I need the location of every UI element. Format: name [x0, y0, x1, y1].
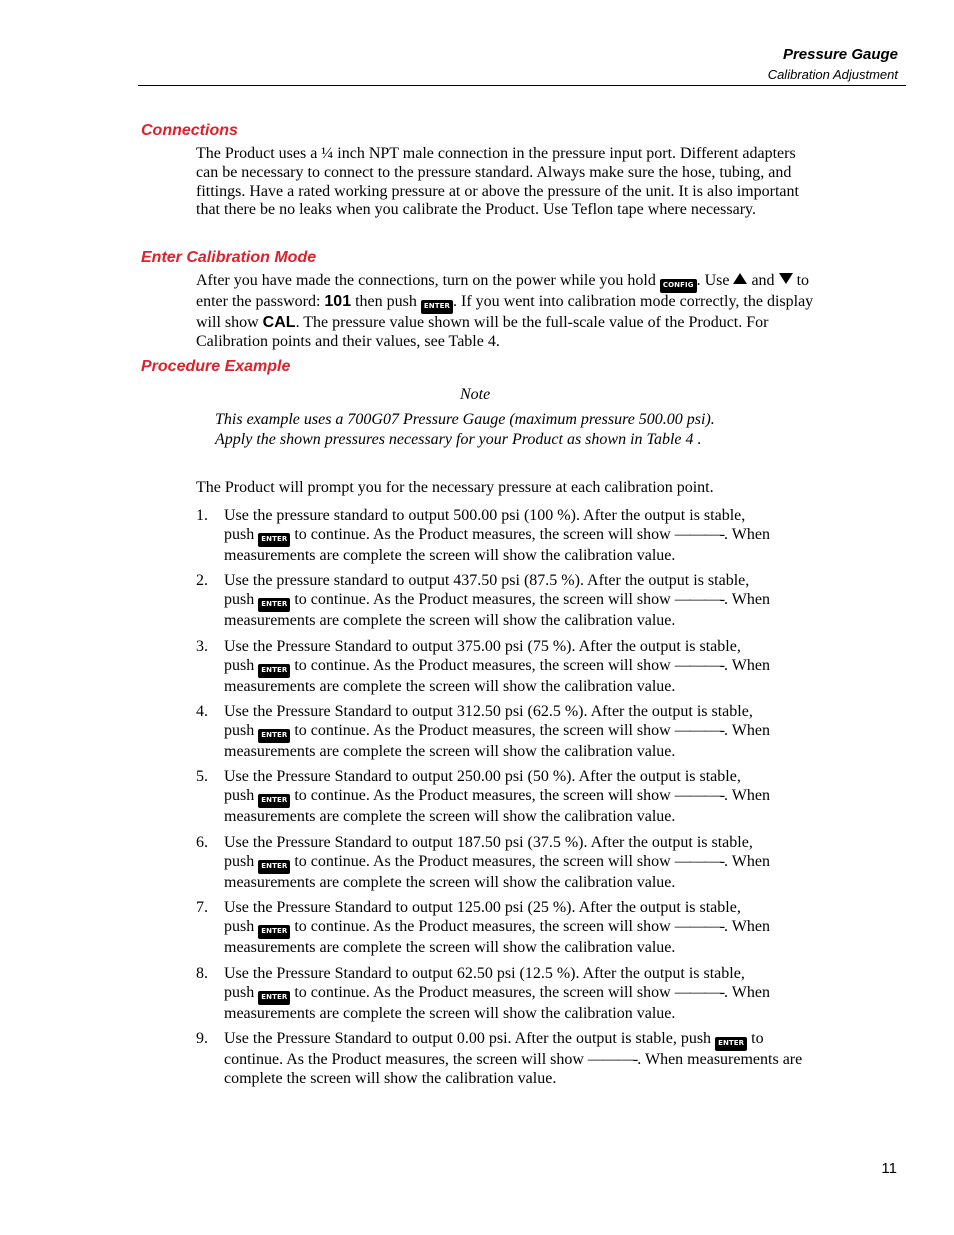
config-key-icon: CONFIG	[660, 279, 697, 293]
step-push-word: push	[224, 721, 255, 739]
up-arrow-icon	[733, 273, 747, 284]
enter-key-icon: ENTER	[715, 1037, 747, 1051]
step-push-word: push	[224, 590, 255, 608]
enter-key-icon: ENTER	[421, 300, 453, 314]
enter-cal-text-4: to enter the password:	[196, 272, 810, 310]
enter-key-icon: ENTER	[258, 664, 290, 678]
list-item	[196, 965, 816, 1024]
list-item	[196, 638, 816, 697]
enter-calibration-paragraph	[196, 272, 816, 352]
step-number: 2.	[196, 572, 208, 589]
list-item	[196, 899, 816, 958]
display-dashes: ———-	[674, 590, 725, 608]
step-continue-text: to continue. As the Product measures, the screen will show	[290, 852, 675, 870]
enter-cal-text-3: and	[747, 272, 779, 289]
enter-cal-text-1: After you have made the connections, turn on the power while you hold	[196, 272, 660, 289]
step-when-text: . When measurements are complete the screen will show the calibration value.	[224, 656, 770, 695]
step-lead: Use the Pressure Standard to output 312.50 psi (62.5 %). After the output is stable,	[224, 703, 753, 720]
step-number: 8.	[196, 965, 208, 982]
step-lead: Use the Pressure Standard to output 0.00 psi. After the output is stable, push	[224, 1030, 716, 1047]
display-dashes: ———-	[674, 721, 725, 739]
page-number: 11	[881, 1160, 897, 1177]
enter-cal-text-5: then push	[351, 293, 421, 310]
password-value: 101	[324, 293, 352, 310]
list-item	[196, 507, 816, 566]
display-dashes: ———-	[674, 852, 725, 870]
step-when-text: . When measurements are complete the screen will show the calibration value.	[224, 1051, 803, 1087]
display-dashes: ———-	[674, 525, 725, 543]
note-label: Note	[460, 386, 491, 403]
enter-key-icon: ENTER	[258, 729, 290, 743]
step-number: 4.	[196, 703, 208, 720]
enter-cal-text-7: . The pressure value shown will be the full-scale value of the Product. For Calibration points and their values, see Table 4.	[196, 314, 769, 350]
display-dashes: ———-	[674, 786, 725, 804]
enter-calibration-heading: Enter Calibration Mode	[141, 249, 317, 266]
step-push-word: push	[224, 983, 255, 1001]
list-item	[196, 703, 816, 762]
step-lead: Use the Pressure Standard to output 125.00 psi (25 %). After the output is stable,	[224, 899, 741, 916]
procedure-intro: The Product will prompt you for the necessary pressure at each calibration point.	[196, 479, 714, 496]
step-continue-text: to continue. As the Product measures, the screen will show	[290, 590, 675, 608]
header-rule	[138, 85, 906, 86]
display-dashes: ———-	[674, 917, 725, 935]
enter-key-icon: ENTER	[258, 991, 290, 1005]
cal-display-value: CAL	[262, 314, 296, 331]
step-lead: Use the Pressure Standard to output 187.50 psi (37.5 %). After the output is stable,	[224, 834, 753, 851]
step-lead: Use the Pressure Standard to output 62.50 psi (12.5 %). After the output is stable,	[224, 965, 745, 982]
list-item	[196, 572, 816, 631]
step-continue-text: to continue. As the Product measures, the screen will show	[290, 721, 675, 739]
enter-key-icon: ENTER	[258, 860, 290, 874]
connections-heading: Connections	[141, 122, 238, 139]
enter-cal-text-6: . If you went into calibration mode correctly, the display will show	[196, 293, 814, 331]
header-subtitle: Calibration Adjustment	[767, 67, 898, 82]
enter-key-icon: ENTER	[258, 598, 290, 612]
step-when-text: . When measurements are complete the screen will show the calibration value.	[224, 917, 770, 956]
step-number: 6.	[196, 834, 208, 851]
step-when-text: . When measurements are complete the screen will show the calibration value.	[224, 525, 770, 564]
display-dashes: ———-	[674, 656, 725, 674]
step-number: 1.	[196, 507, 208, 524]
step-push-word: push	[224, 852, 255, 870]
procedure-heading: Procedure Example	[141, 358, 291, 375]
step-push-word: push	[224, 656, 255, 674]
step-lead: Use the Pressure Standard to output 375.00 psi (75 %). After the output is stable,	[224, 638, 741, 655]
enter-key-icon: ENTER	[258, 533, 290, 547]
step-continue-text: to continue. As the Product measures, the screen will show	[290, 983, 675, 1001]
step-to-word: to	[747, 1030, 764, 1047]
step-when-text: . When measurements are complete the screen will show the calibration value.	[224, 852, 770, 891]
note-text: This example uses a 700G07 Pressure Gauge (maximum pressure 500.00 psi). Apply the shown pressures necessary for your Product as shown in Table 4 .	[215, 411, 715, 448]
step-when-text: . When measurements are complete the screen will show the calibration value.	[224, 721, 770, 760]
step-when-text: . When measurements are complete the screen will show the calibration value.	[224, 786, 770, 825]
step-push-word: push	[224, 786, 255, 804]
step-continue-text: to continue. As the Product measures, the screen will show	[290, 656, 675, 674]
enter-key-icon: ENTER	[258, 794, 290, 808]
list-item	[196, 834, 816, 893]
step-lead: Use the pressure standard to output 437.50 psi (87.5 %). After the output is stable,	[224, 572, 750, 589]
step-when-text: . When measurements are complete the screen will show the calibration value.	[224, 590, 770, 629]
down-arrow-icon	[779, 273, 793, 284]
connections-paragraph: The Product uses a ¼ inch NPT male connection in the pressure input port. Different adapters can be necessary to connect to the pressure standard. Always make sure the hose, tubing, and fittings. Have a rated working pressure at or above the pressure of the unit. It is also important that there be no leaks when you calibrate the Product. Use Teflon tape where necessary.	[196, 145, 799, 219]
step-when-text: . When measurements are complete the screen will show the calibration value.	[224, 983, 770, 1022]
step-number: 5.	[196, 768, 208, 785]
display-dashes: ———-	[587, 1051, 638, 1068]
list-item	[196, 768, 816, 827]
enter-cal-text-2: . Use	[696, 272, 734, 289]
step-number: 9.	[196, 1030, 208, 1047]
step-number: 3.	[196, 638, 208, 655]
step-continue-text: to continue. As the Product measures, the screen will show	[290, 917, 675, 935]
list-item	[196, 1030, 816, 1089]
enter-key-icon: ENTER	[258, 925, 290, 939]
step-lead: Use the pressure standard to output 500.00 psi (100 %). After the output is stable,	[224, 507, 746, 524]
display-dashes: ———-	[674, 983, 725, 1001]
step-push-word: push	[224, 525, 255, 543]
step-continue-text: continue. As the Product measures, the screen will show	[224, 1051, 588, 1068]
step-continue-text: to continue. As the Product measures, the screen will show	[290, 525, 675, 543]
step-number: 7.	[196, 899, 208, 916]
step-continue-text: to continue. As the Product measures, the screen will show	[290, 786, 675, 804]
step-lead: Use the Pressure Standard to output 250.00 psi (50 %). After the output is stable,	[224, 768, 741, 785]
header-title: Pressure Gauge	[782, 46, 898, 63]
step-push-word: push	[224, 917, 255, 935]
